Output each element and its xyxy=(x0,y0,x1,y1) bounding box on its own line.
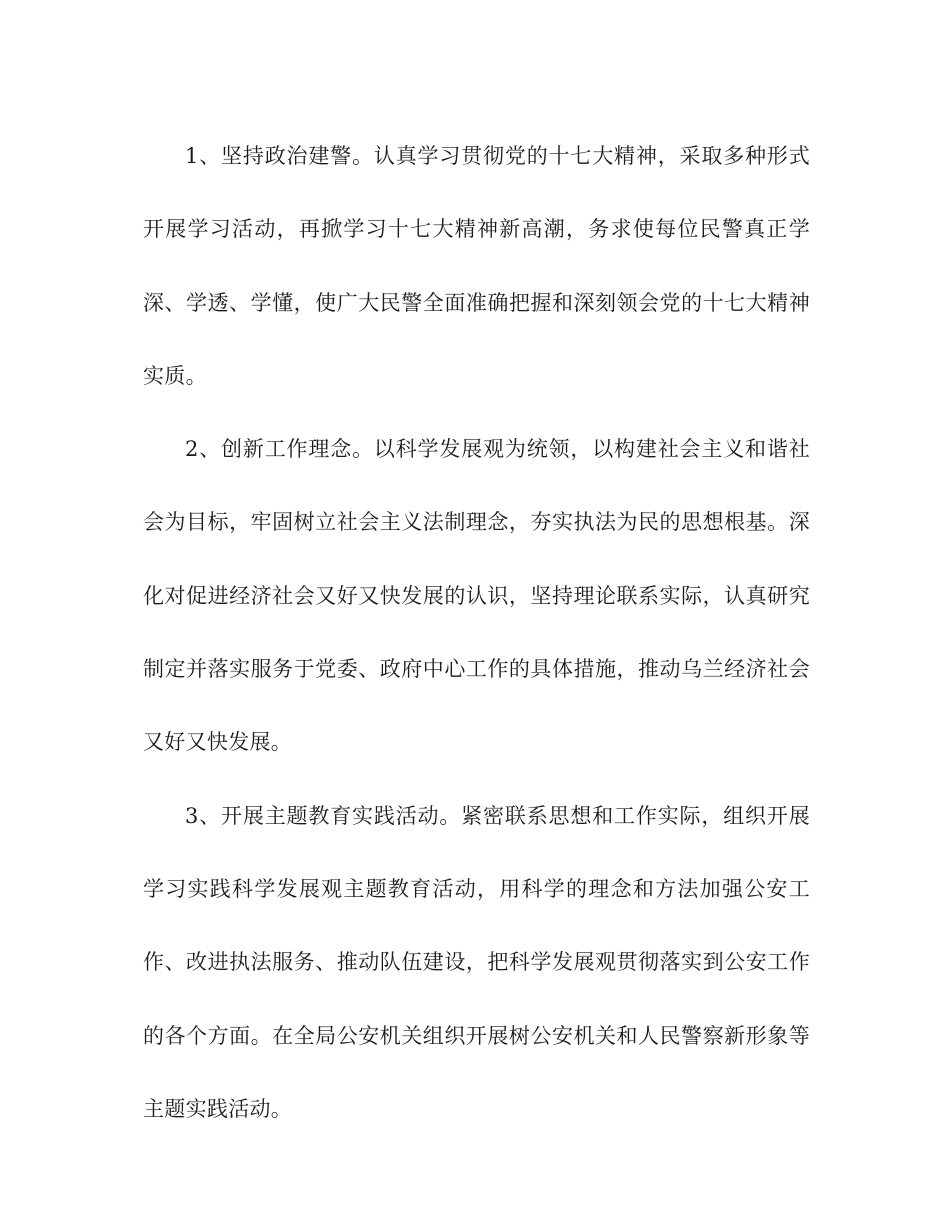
paragraph-3: 3、开展主题教育实践活动。紧密联系思想和工作实际，组织开展学习实践科学发展观主题教育活动，用科学的理念和方法加强公安工作、改进执法服务、推动队伍建设，把科学发展观贯彻落实到公安工作的各个方面。在全局公安机关组织开展树公安机关和人民警察新形象等主题实践活动。 xyxy=(143,803,810,1121)
paragraph-1: 1、坚持政治建警。认真学习贯彻党的十七大精神，采取多种形式开展学习活动，再掀学习十七大精神新高潮，务求使每位民警真正学深、学透、学懂，使广大民警全面准确把握和深刻领会党的十七大精神实质。 xyxy=(143,144,810,388)
paragraph-2: 2、创新工作理念。以科学发展观为统领，以构建社会主义和谐社会为目标，牢固树立社会主义法制理念，夯实执法为民的思想根基。深化对促进经济社会又好又快发展的认识，坚持理论联系实际，认真研究制定并落实服务于党委、政府中心工作的具体措施，推动乌兰经济社会又好又快发展。 xyxy=(143,437,810,755)
